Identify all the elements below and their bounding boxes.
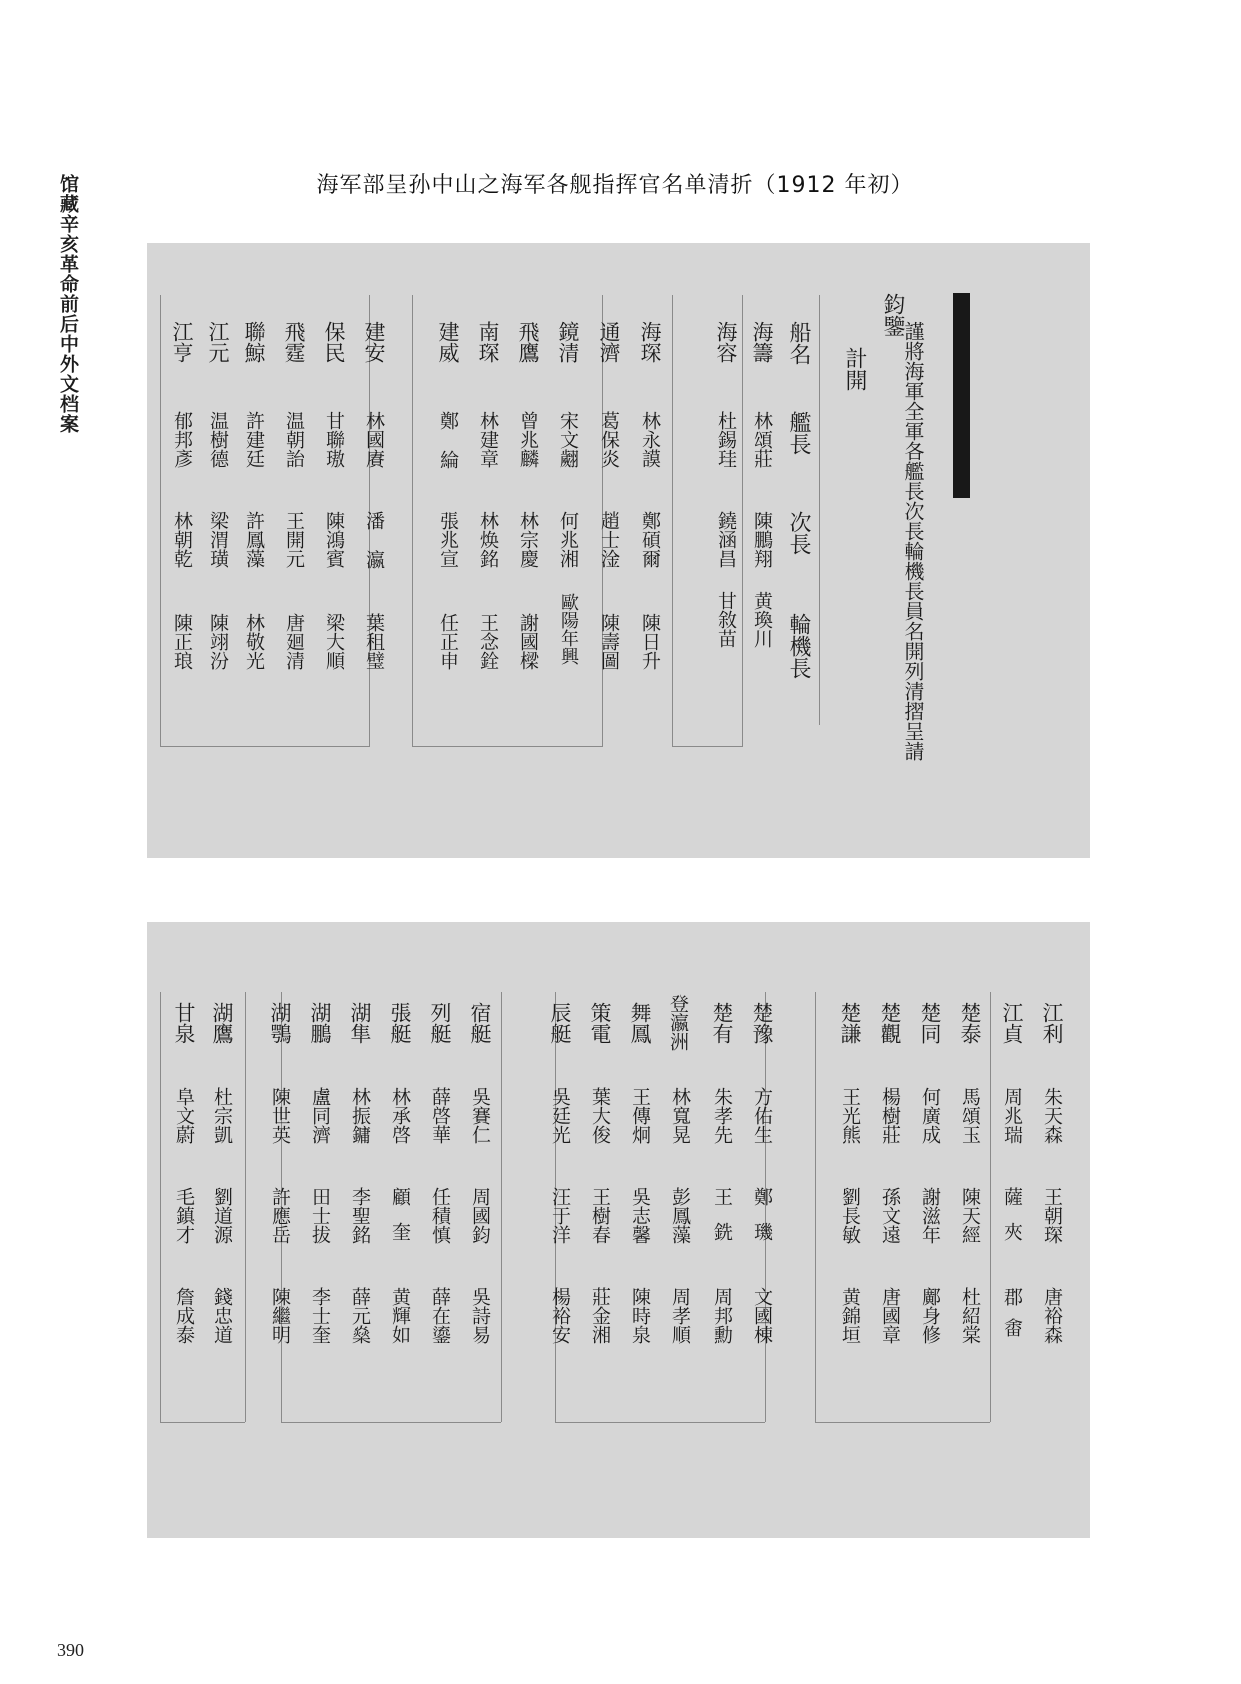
ship-name: 楚豫 bbox=[750, 1002, 774, 1044]
engineer-name: 周邦勳 bbox=[711, 1287, 733, 1344]
ship-name: 鏡清 bbox=[556, 321, 580, 363]
deputy-name: 王樹春 bbox=[589, 1187, 611, 1244]
ship-name: 舞鳳 bbox=[628, 1002, 652, 1044]
ship-name: 張艇 bbox=[388, 1002, 412, 1044]
captain-name: 林永謨 bbox=[639, 411, 661, 468]
deputy-name: 鄭璣 bbox=[751, 1187, 773, 1257]
ship-name: 聯鯨 bbox=[242, 321, 266, 363]
engineer-name: 周孝順 bbox=[669, 1287, 691, 1344]
rule-line bbox=[245, 992, 246, 1422]
rule-line bbox=[412, 295, 413, 747]
rule-line bbox=[672, 295, 673, 747]
salutation-text: 鈞鑒 bbox=[880, 293, 905, 337]
ship-name: 湖隼 bbox=[348, 1002, 372, 1044]
deputy-name: 鐃涵昌 bbox=[715, 511, 737, 568]
deputy-name: 梁渭璜 bbox=[207, 511, 229, 568]
header-deputy: 次長 bbox=[786, 511, 811, 555]
deputy-name: 毛鎮才 bbox=[173, 1187, 195, 1244]
captain-name: 何廣成 bbox=[919, 1087, 941, 1144]
engineer-name: 陳翊汾 bbox=[207, 613, 229, 670]
engineer-name: 詹成泰 bbox=[173, 1287, 195, 1344]
engineer-name: 吳詩易 bbox=[469, 1287, 491, 1344]
engineer-name: 陳正琅 bbox=[171, 613, 193, 670]
mounting-strip bbox=[953, 293, 970, 498]
deputy-name: 周國鈞 bbox=[469, 1187, 491, 1244]
engineer-name: 唐廻清 bbox=[283, 613, 305, 670]
engineer-name: 黄輝如 bbox=[389, 1287, 411, 1344]
engineer-name: 林敬光 bbox=[243, 613, 265, 670]
ship-name: 飛霆 bbox=[282, 321, 306, 363]
engineer-name: 杜紹棠 bbox=[959, 1287, 981, 1344]
ship-name: 飛鷹 bbox=[516, 321, 540, 363]
deputy-name: 彭鳳藻 bbox=[669, 1187, 691, 1244]
captain-name: 鄭綸 bbox=[437, 411, 459, 489]
page-title: 海军部呈孙中山之海军各舰指挥官名单清折（1912 年初） bbox=[316, 173, 914, 198]
engineer-name: 郡畬 bbox=[1001, 1287, 1023, 1349]
captain-name: 温朝詒 bbox=[283, 411, 305, 468]
archive-series-title: 馆藏辛亥革命前后中外文档案 bbox=[57, 174, 79, 434]
rule-line bbox=[160, 746, 370, 747]
captain-name: 馬頌玉 bbox=[959, 1087, 981, 1144]
engineer-name: 莊金湘 bbox=[589, 1287, 611, 1344]
engineer-name: 唐國章 bbox=[879, 1287, 901, 1344]
deputy-name: 王開元 bbox=[283, 511, 305, 568]
ship-name: 宿艇 bbox=[468, 1002, 492, 1044]
deputy-name: 吳志馨 bbox=[629, 1187, 651, 1244]
ship-name: 江貞 bbox=[1000, 1002, 1024, 1044]
ship-name: 海籌 bbox=[750, 321, 774, 363]
ship-name: 江利 bbox=[1040, 1002, 1064, 1044]
ship-name: 楚泰 bbox=[958, 1002, 982, 1044]
captain-name: 葛保炎 bbox=[598, 411, 620, 468]
deputy-name: 林焕銘 bbox=[477, 511, 499, 568]
deputy-name: 王朝琛 bbox=[1041, 1187, 1063, 1244]
rule-line bbox=[412, 746, 602, 747]
engineer-name: 文國棟 bbox=[751, 1287, 773, 1344]
captain-name: 林頌莊 bbox=[751, 411, 773, 468]
header-ship-name: 船名 bbox=[786, 321, 811, 365]
rule-line bbox=[815, 992, 816, 1422]
engineer-name: 唐裕森 bbox=[1041, 1287, 1063, 1344]
deputy-name: 汪于洋 bbox=[549, 1187, 571, 1244]
deputy-name: 許鳳藻 bbox=[243, 511, 265, 568]
ship-name: 湖鶚 bbox=[268, 1002, 292, 1044]
ship-name: 建安 bbox=[362, 321, 386, 363]
captain-name: 陳世英 bbox=[269, 1087, 291, 1144]
rule-line bbox=[672, 746, 742, 747]
ship-name: 登瀛洲 bbox=[667, 994, 689, 1051]
captain-name: 周兆瑞 bbox=[1001, 1087, 1023, 1144]
captain-name: 葉大俊 bbox=[589, 1087, 611, 1144]
captain-name: 吳廷光 bbox=[549, 1087, 571, 1144]
deputy-name: 陳鴻賓 bbox=[323, 511, 345, 568]
page-number: 390 bbox=[57, 1640, 84, 1660]
document-scan-2 bbox=[147, 922, 1090, 1538]
captain-name: 吳賽仁 bbox=[469, 1087, 491, 1144]
captain-name: 温樹德 bbox=[207, 411, 229, 468]
document-scan-1 bbox=[147, 243, 1090, 858]
deputy-name: 薩夾 bbox=[1001, 1187, 1023, 1257]
header-engineer: 輪機長 bbox=[786, 613, 811, 679]
deputy-name: 任積慎 bbox=[429, 1187, 451, 1244]
engineer-name: 任正申 bbox=[437, 613, 459, 670]
deputy-name: 林朝乾 bbox=[171, 511, 193, 568]
captain-name: 甘聯璈 bbox=[323, 411, 345, 468]
captain-name: 林國賡 bbox=[363, 411, 385, 468]
ship-name: 保民 bbox=[322, 321, 346, 363]
deputy-name: 陳天經 bbox=[959, 1187, 981, 1244]
captain-name: 杜錫珪 bbox=[715, 411, 737, 468]
engineer-name: 薛在鎏 bbox=[429, 1287, 451, 1344]
deputy-name: 顧奎 bbox=[389, 1187, 411, 1257]
captain-name: 朱孝先 bbox=[711, 1087, 733, 1144]
ship-name: 列艇 bbox=[428, 1002, 452, 1044]
rule-line bbox=[819, 295, 820, 725]
deputy-name: 田士拔 bbox=[309, 1187, 331, 1244]
engineer-name: 黄瑍川 bbox=[751, 591, 773, 648]
engineer-name: 錢忠道 bbox=[211, 1287, 233, 1344]
captain-name: 許建廷 bbox=[243, 411, 265, 468]
deputy-name: 劉長敏 bbox=[839, 1187, 861, 1244]
rule-line bbox=[160, 992, 161, 1422]
ship-name: 通濟 bbox=[597, 321, 621, 363]
engineer-name: 楊裕安 bbox=[549, 1287, 571, 1344]
rule-line bbox=[160, 1422, 245, 1423]
captain-name: 宋文翽 bbox=[557, 411, 579, 468]
ship-name: 楚有 bbox=[710, 1002, 734, 1044]
engineer-name: 梁大順 bbox=[323, 613, 345, 670]
captain-name: 王傳炯 bbox=[629, 1087, 651, 1144]
deputy-name: 許應岳 bbox=[269, 1187, 291, 1244]
captain-name: 杜宗凱 bbox=[211, 1087, 233, 1144]
captain-name: 林振鏞 bbox=[349, 1087, 371, 1144]
ship-name: 楚謙 bbox=[838, 1002, 862, 1044]
deputy-name: 張兆宣 bbox=[437, 511, 459, 568]
ship-name: 江亨 bbox=[170, 321, 194, 363]
captain-name: 王光熊 bbox=[839, 1087, 861, 1144]
ship-name: 建威 bbox=[436, 321, 460, 363]
header-captain: 艦長 bbox=[786, 411, 811, 455]
deputy-name: 鄭碩爾 bbox=[639, 511, 661, 568]
captain-name: 方佑生 bbox=[751, 1087, 773, 1144]
deputy-name: 李聖銘 bbox=[349, 1187, 371, 1244]
ship-name: 海琛 bbox=[638, 321, 662, 363]
captain-name: 盧同濟 bbox=[309, 1087, 331, 1144]
deputy-name: 陳鵬翔 bbox=[751, 511, 773, 568]
ship-name: 楚同 bbox=[918, 1002, 942, 1044]
rule-line bbox=[160, 295, 161, 747]
engineer-name: 李士奎 bbox=[309, 1287, 331, 1344]
engineer-name: 陳繼明 bbox=[269, 1287, 291, 1344]
ship-name: 海容 bbox=[714, 321, 738, 363]
captain-name: 楊樹莊 bbox=[879, 1087, 901, 1144]
engineer-name: 陳時泉 bbox=[629, 1287, 651, 1344]
engineer-name: 王念銓 bbox=[477, 613, 499, 670]
ship-name: 南琛 bbox=[476, 321, 500, 363]
rule-line bbox=[281, 1422, 501, 1423]
engineer-name: 陳壽圖 bbox=[598, 613, 620, 670]
ship-name: 楚觀 bbox=[878, 1002, 902, 1044]
rule-line bbox=[815, 1422, 990, 1423]
deputy-name: 孫文遠 bbox=[879, 1187, 901, 1244]
engineer-name: 黄錦垣 bbox=[839, 1287, 861, 1344]
deputy-name: 潘瀛 bbox=[363, 511, 385, 589]
captain-name: 阜文蔚 bbox=[173, 1087, 195, 1144]
engineer-name: 葉租璧 bbox=[363, 613, 385, 670]
captain-name: 林承啓 bbox=[389, 1087, 411, 1144]
rule-line bbox=[501, 992, 502, 1422]
deputy-name: 趙士淦 bbox=[598, 511, 620, 568]
engineer-name: 鄺身修 bbox=[919, 1287, 941, 1344]
deputy-name: 劉道源 bbox=[211, 1187, 233, 1244]
captain-name: 曾兆麟 bbox=[517, 411, 539, 468]
engineer-name: 陳日升 bbox=[639, 613, 661, 670]
captain-name: 郁邦彥 bbox=[171, 411, 193, 468]
ship-name: 策電 bbox=[588, 1002, 612, 1044]
engineer-name: 薛元燊 bbox=[349, 1287, 371, 1344]
captain-name: 林寬晃 bbox=[669, 1087, 691, 1144]
ship-name: 江元 bbox=[206, 321, 230, 363]
ship-name: 湖鷹 bbox=[210, 1002, 234, 1044]
ship-name: 辰艇 bbox=[548, 1002, 572, 1044]
ship-name: 甘泉 bbox=[172, 1002, 196, 1044]
engineer-name: 甘敘苗 bbox=[715, 591, 737, 648]
captain-name: 林建章 bbox=[477, 411, 499, 468]
captain-name: 朱天森 bbox=[1041, 1087, 1063, 1144]
rule-line bbox=[742, 295, 743, 747]
rule-line bbox=[990, 992, 991, 1422]
deputy-name: 林宗慶 bbox=[517, 511, 539, 568]
rule-line bbox=[555, 1422, 765, 1423]
engineer-name: 歐陽年興 bbox=[558, 593, 579, 665]
deputy-name: 謝滋年 bbox=[919, 1187, 941, 1244]
ship-name: 湖鵬 bbox=[308, 1002, 332, 1044]
engineer-name: 謝國樑 bbox=[517, 613, 539, 670]
listing-label: 計開 bbox=[842, 347, 867, 391]
deputy-name: 何兆湘 bbox=[557, 511, 579, 568]
deputy-name: 王銑 bbox=[711, 1187, 733, 1257]
preface-column: 謹將海軍全軍各艦長次長輪機長員名開列清摺呈請 bbox=[901, 321, 925, 761]
captain-name: 薛啓華 bbox=[429, 1087, 451, 1144]
